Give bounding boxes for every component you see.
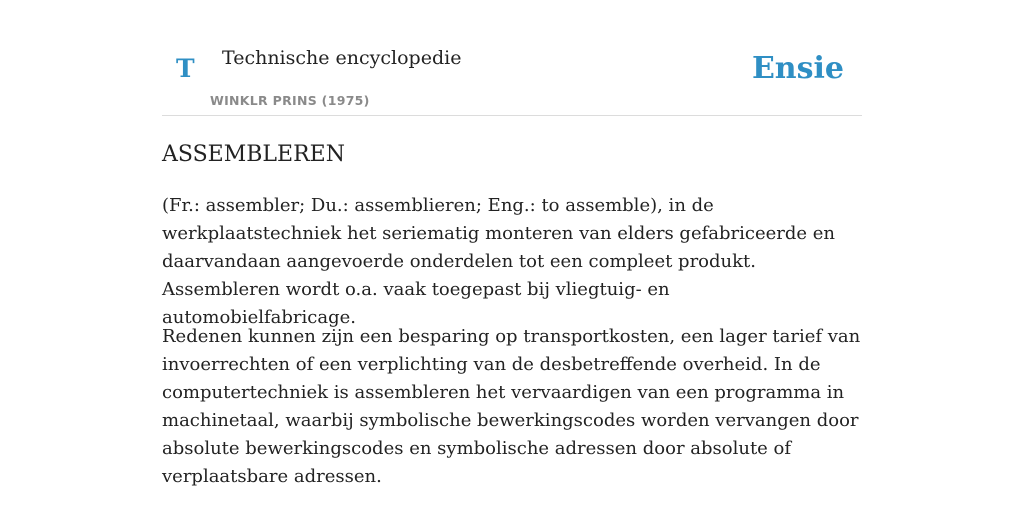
encyclopedia-header [162, 0, 862, 116]
article-paragraph-1: (Fr.: assembler; Du.: assemblieren; Eng.: to assemble), in de werkplaatstechniek het seriematig monteren van elders gefabriceerde en daarvandaan aangevoerde onderdelen tot een compleet produkt. Assembleren wordt o.a. vaak toegepast bij vliegtuig- en automobielfabricage. [162, 195, 836, 328]
article-paragraph-2: Redenen kunnen zijn een besparing op transportkosten, een lager tarief van invoerrechten of een verplichting van de desbetreffende overheid. In de computertechniek is assembleren het vervaardigen van een programma in machinetaal, waarbij symbolische bewerkingscodes worden vervangen door absolute bewerkingscodes en symbolische adressen door absolute of verplaatsbare adressen. [162, 326, 861, 487]
article-page [162, 0, 862, 512]
brand-logo[interactable]: Ensie [751, 51, 844, 86]
source-label: WINKLR PRINS (1975) [210, 93, 370, 108]
encyclopedia-title-link[interactable]: Technische encyclopedie [222, 47, 462, 69]
encyclopedia-logo-icon[interactable]: T [176, 54, 195, 83]
entry-title: ASSEMBLEREN [162, 142, 345, 167]
